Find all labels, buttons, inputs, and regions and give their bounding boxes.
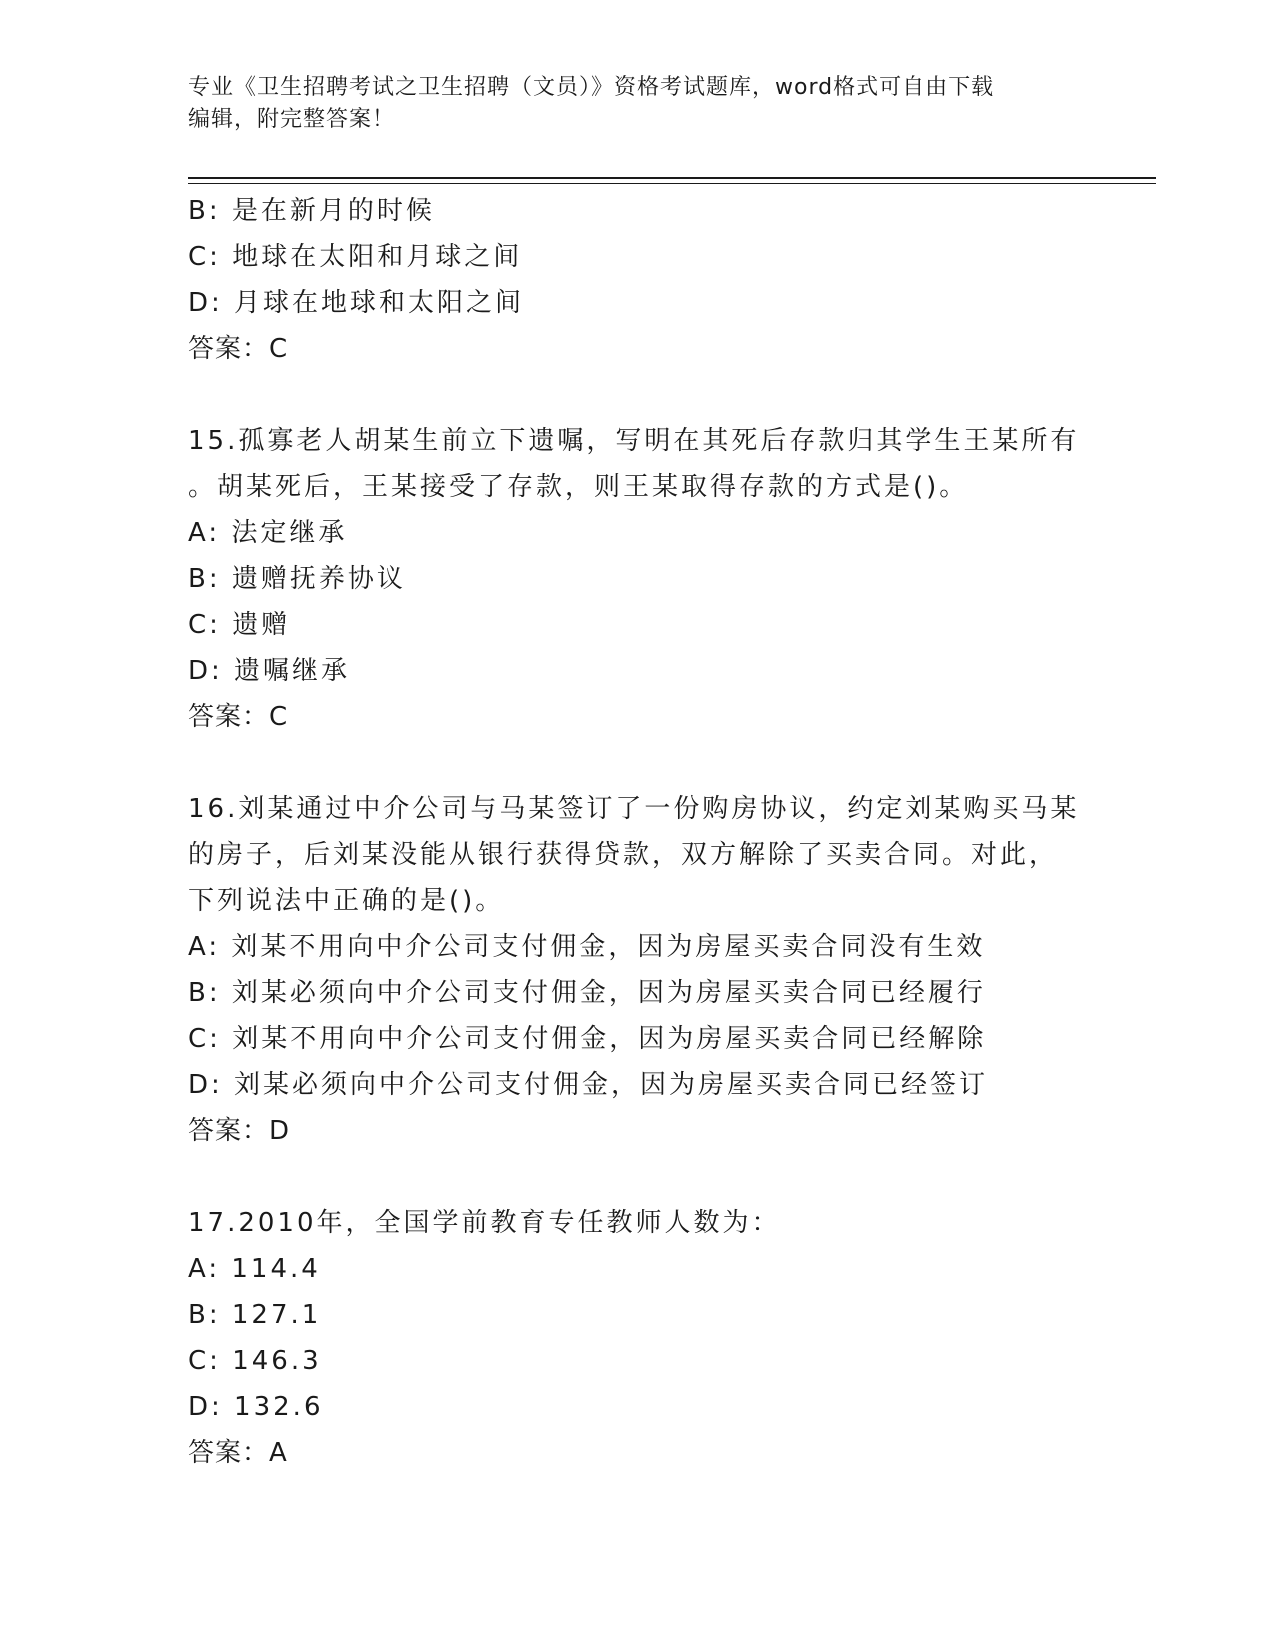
header-divider-thick (188, 177, 1156, 179)
option-c: C: 地球在太阳和月球之间 (188, 242, 523, 272)
option-d: D: 132.6 (188, 1392, 324, 1422)
option-a: A: 法定继承 (188, 518, 348, 548)
option-c: C: 遗赠 (188, 610, 291, 640)
option-a: A: 刘某不用向中介公司支付佣金，因为房屋买卖合同没有生效 (188, 932, 986, 962)
option-b: B: 是在新月的时候 (188, 196, 435, 226)
answer-line: 答案：C (188, 334, 289, 364)
question-list (188, 188, 1088, 1476)
spacer (188, 1154, 1088, 1200)
header-line-2: 编辑，附完整答案！ (188, 107, 396, 132)
option-b: B: 127.1 (188, 1300, 322, 1330)
question-stem-line: 下列说法中正确的是()。 (188, 886, 505, 916)
question-block-17 (188, 1200, 1088, 1476)
option-b: B: 刘某必须向中介公司支付佣金，因为房屋买卖合同已经履行 (188, 978, 986, 1008)
spacer (188, 740, 1088, 786)
option-d: D: 刘某必须向中介公司支付佣金，因为房屋买卖合同已经签订 (188, 1070, 989, 1100)
question-stem-line: 15.孤寡老人胡某生前立下遗嘱，写明在其死后存款归其学生王某所有 (188, 426, 1080, 456)
question-stem-line: 17.2010年，全国学前教育专任教师人数为： (188, 1208, 781, 1238)
option-a: A: 114.4 (188, 1254, 321, 1284)
answer-line: 答案：A (188, 1438, 288, 1468)
header-line-1: 专业《卫生招聘考试之卫生招聘（文员）》资格考试题库，word格式可自由下载 (188, 75, 995, 100)
answer-line: 答案：D (188, 1116, 291, 1146)
document-header (188, 72, 1068, 136)
option-c: C: 146.3 (188, 1346, 322, 1376)
header-divider-thin (188, 183, 1156, 184)
question-stem-line: 的房子，后刘某没能从银行获得贷款，双方解除了买卖合同。对此， (188, 840, 1059, 870)
option-c: C: 刘某不用向中介公司支付佣金，因为房屋买卖合同已经解除 (188, 1024, 987, 1054)
option-d: D: 月球在地球和太阳之间 (188, 288, 525, 318)
spacer (188, 372, 1088, 418)
question-stem-line: 16.刘某通过中介公司与马某签订了一份购房协议，约定刘某购买马某 (188, 794, 1080, 824)
option-b: B: 遗赠抚养协议 (188, 564, 406, 594)
question-block-15 (188, 418, 1088, 740)
question-block-16 (188, 786, 1088, 1154)
question-stem-line: 。胡某死后，王某接受了存款，则王某取得存款的方式是()。 (188, 472, 969, 502)
option-d: D: 遗嘱继承 (188, 656, 351, 686)
question-block-continued (188, 188, 1088, 372)
answer-line: 答案：C (188, 702, 289, 732)
